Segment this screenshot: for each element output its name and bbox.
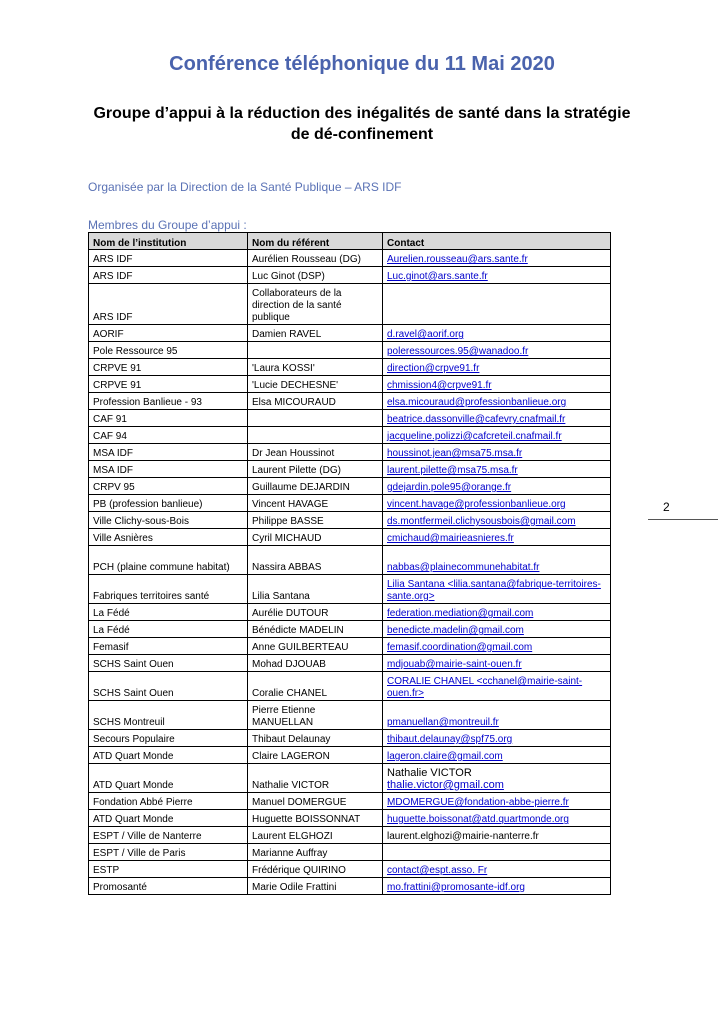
contact-cell (383, 655, 611, 672)
header-contact: Contact (383, 233, 611, 250)
table-row (89, 604, 611, 621)
table-row (89, 284, 611, 325)
table-row (89, 878, 611, 895)
contact-cell (383, 250, 611, 267)
referent-cell: Mohad DJOUAB (248, 655, 383, 672)
table-row (89, 444, 611, 461)
institution-cell: ATD Quart Monde (89, 747, 248, 764)
referent-cell: Manuel DOMERGUE (248, 793, 383, 810)
referent-cell: Vincent HAVAGE (248, 495, 383, 512)
contact-cell (383, 267, 611, 284)
referent-cell: Pierre Etienne MANUELLAN (248, 701, 383, 730)
referent-cell: Marianne Auffray (248, 844, 383, 861)
email-link[interactable]: laurent.pilette@msa75.msa.fr (387, 465, 518, 476)
table-row (89, 495, 611, 512)
institution-cell: La Fédé (89, 621, 248, 638)
contact-cell (383, 284, 611, 325)
contact-cell (383, 810, 611, 827)
contact-cell (383, 844, 611, 861)
email-link[interactable]: elsa.micouraud@professionbanlieue.org (387, 397, 567, 408)
referent-cell: 'Lucie DECHESNE' (248, 376, 383, 393)
organiser-line: Organisée par la Direction de la Santé Publique – ARS IDF (88, 180, 402, 194)
referent-cell: Aurélien Rousseau (DG) (248, 250, 383, 267)
table-row (89, 393, 611, 410)
members-table (88, 232, 611, 895)
institution-cell: Fondation Abbé Pierre (89, 793, 248, 810)
email-link[interactable]: poleressources.95@wanadoo.fr (387, 346, 529, 357)
institution-cell: Profession Banlieue - 93 (89, 393, 248, 410)
contact-cell (383, 376, 611, 393)
contact-name: Nathalie VICTOR (387, 767, 472, 779)
referent-cell: 'Laura KOSSI' (248, 359, 383, 376)
contact-cell (383, 410, 611, 427)
email-link[interactable]: Lilia Santana <lilia.santana@fabrique-territoires-sante.org> (387, 579, 601, 602)
institution-cell: SCHS Saint Ouen (89, 655, 248, 672)
institution-cell: CAF 94 (89, 427, 248, 444)
referent-cell: Nassira ABBAS (248, 546, 383, 575)
institution-cell: ESTP (89, 861, 248, 878)
email-link[interactable]: Luc.ginot@ars.sante.fr (387, 271, 488, 282)
referent-cell: Luc Ginot (DSP) (248, 267, 383, 284)
institution-cell: Ville Asnières (89, 529, 248, 546)
institution-cell: Femasif (89, 638, 248, 655)
table-row (89, 410, 611, 427)
contact-cell (383, 638, 611, 655)
contact-cell (383, 461, 611, 478)
email-link[interactable]: pmanuellan@montreuil.fr (387, 717, 499, 728)
contact-cell (383, 359, 611, 376)
referent-cell: Philippe BASSE (248, 512, 383, 529)
institution-cell: ARS IDF (89, 267, 248, 284)
email-link[interactable]: ds.montfermeil.clichysousbois@gmail.com (387, 516, 576, 527)
institution-cell: SCHS Saint Ouen (89, 672, 248, 701)
table-row (89, 478, 611, 495)
contact-cell (383, 861, 611, 878)
table-row (89, 655, 611, 672)
institution-cell: MSA IDF (89, 444, 248, 461)
document-title: Conférence téléphonique du 11 Mai 2020 (169, 53, 555, 75)
table-row (89, 427, 611, 444)
email-link[interactable]: benedicte.madelin@gmail.com (387, 625, 524, 636)
referent-cell (248, 410, 383, 427)
email-link[interactable]: nabbas@plainecommunehabitat.fr (387, 562, 540, 573)
referent-cell: Collaborateurs de la direction de la santé publique (248, 284, 383, 325)
table-row (89, 701, 611, 730)
contact-cell (383, 827, 611, 844)
table-row (89, 461, 611, 478)
referent-cell: Cyril MICHAUD (248, 529, 383, 546)
email-link[interactable]: MDOMERGUE@fondation-abbe-pierre.fr (387, 797, 569, 808)
table-row (89, 844, 611, 861)
referent-cell: Frédérique QUIRINO (248, 861, 383, 878)
email-link[interactable]: femasif.coordination@gmail.com (387, 642, 533, 653)
contact-cell (383, 546, 611, 575)
email-link[interactable]: chmission4@crpve91.fr (387, 380, 492, 391)
institution-cell: ARS IDF (89, 250, 248, 267)
institution-cell: ESPT / Ville de Nanterre (89, 827, 248, 844)
table-row (89, 638, 611, 655)
contact-cell (383, 478, 611, 495)
referent-cell: Laurent ELGHOZI (248, 827, 383, 844)
table-row (89, 730, 611, 747)
email-link[interactable]: mo.frattini@promosante-idf.org (387, 882, 525, 893)
institution-cell: ESPT / Ville de Paris (89, 844, 248, 861)
contact-cell (383, 878, 611, 895)
contact-cell (383, 672, 611, 701)
contact-cell (383, 495, 611, 512)
institution-cell: ATD Quart Monde (89, 810, 248, 827)
institution-cell: CAF 91 (89, 410, 248, 427)
referent-cell (248, 427, 383, 444)
table-row (89, 793, 611, 810)
table-row (89, 376, 611, 393)
referent-cell: Aurélie DUTOUR (248, 604, 383, 621)
contact-cell (383, 747, 611, 764)
institution-cell: CRPV 95 (89, 478, 248, 495)
table-row (89, 810, 611, 827)
email-link[interactable]: contact@espt.asso. Fr (387, 865, 488, 876)
table-row (89, 359, 611, 376)
table-row (89, 764, 611, 793)
table-row (89, 575, 611, 604)
institution-cell: ATD Quart Monde (89, 764, 248, 793)
email-link[interactable]: d.ravel@aorif.org (387, 329, 464, 340)
contact-cell (383, 512, 611, 529)
referent-cell: Guillaume DEJARDIN (248, 478, 383, 495)
referent-cell: Laurent Pilette (DG) (248, 461, 383, 478)
institution-cell: PCH (plaine commune habitat) (89, 546, 248, 575)
contact-cell (383, 701, 611, 730)
referent-cell: Damien RAVEL (248, 325, 383, 342)
institution-cell: SCHS Montreuil (89, 701, 248, 730)
table-row (89, 529, 611, 546)
contact-cell (383, 764, 611, 793)
referent-cell: Thibaut Delaunay (248, 730, 383, 747)
contact-cell (383, 393, 611, 410)
table-row (89, 267, 611, 284)
email-link[interactable]: houssinot.jean@msa75.msa.fr (387, 448, 523, 459)
email-link[interactable]: vincent.havage@professionbanlieue.org (387, 499, 566, 510)
institution-cell: PB (profession banlieue) (89, 495, 248, 512)
contact-cell (383, 325, 611, 342)
institution-cell: Ville Clichy-sous-Bois (89, 512, 248, 529)
document-subtitle: Groupe d’appui à la réduction des inégalités de santé dans la stratégie de dé-confinement (93, 105, 631, 143)
email-link[interactable]: cmichaud@mairieasnieres.fr (387, 533, 514, 544)
referent-cell: Anne GUILBERTEAU (248, 638, 383, 655)
table-row (89, 747, 611, 764)
contact-cell (383, 793, 611, 810)
table-row (89, 827, 611, 844)
email-link[interactable]: Aurelien.rousseau@ars.sante.fr (387, 254, 528, 265)
contact-text: laurent.elghozi@mairie-nanterre.fr (387, 831, 539, 842)
referent-cell: Coralie CHANEL (248, 672, 383, 701)
institution-cell: Pole Ressource 95 (89, 342, 248, 359)
institution-cell: ARS IDF (89, 284, 248, 325)
institution-cell: Fabriques territoires santé (89, 575, 248, 604)
table-row (89, 861, 611, 878)
referent-cell: Nathalie VICTOR (248, 764, 383, 793)
referent-cell: Huguette BOISSONNAT (248, 810, 383, 827)
email-link[interactable]: thibaut.delaunay@spf75.org (387, 734, 513, 745)
header-referent: Nom du référent (248, 233, 383, 250)
referent-cell: Lilia Santana (248, 575, 383, 604)
page-number-rule (648, 519, 718, 520)
table-row (89, 250, 611, 267)
email-link[interactable]: lageron.claire@gmail.com (387, 751, 503, 762)
contact-cell (383, 604, 611, 621)
table-row (89, 672, 611, 701)
institution-cell: Promosanté (89, 878, 248, 895)
email-link[interactable]: jacqueline.polizzi@cafcreteil.cnafmail.fr (387, 431, 562, 442)
referent-cell: Dr Jean Houssinot (248, 444, 383, 461)
table-row (89, 512, 611, 529)
email-link[interactable]: direction@crpve91.fr (387, 363, 480, 374)
table-header-row (89, 233, 611, 250)
email-link[interactable]: CORALIE CHANEL <cchanel@mairie-saint-ouen.fr> (387, 676, 583, 699)
email-link[interactable]: huguette.boissonat@atd.quartmonde.org (387, 814, 569, 825)
institution-cell: Secours Populaire (89, 730, 248, 747)
contact-cell (383, 621, 611, 638)
referent-cell: Claire LAGERON (248, 747, 383, 764)
email-link[interactable]: federation.mediation@gmail.com (387, 608, 534, 619)
email-link[interactable]: beatrice.dassonville@cafevry.cnafmail.fr (387, 414, 566, 425)
email-link[interactable]: gdejardin.pole95@orange.fr (387, 482, 512, 493)
page-number: 2 (663, 500, 670, 514)
institution-cell: CRPVE 91 (89, 376, 248, 393)
contact-cell (383, 342, 611, 359)
referent-cell: Elsa MICOURAUD (248, 393, 383, 410)
table-row (89, 325, 611, 342)
contact-cell (383, 427, 611, 444)
email-link[interactable]: thalie.victor@gmail.com (387, 779, 504, 791)
members-label: Membres du Groupe d’appui : (88, 218, 247, 232)
referent-cell (248, 342, 383, 359)
institution-cell: MSA IDF (89, 461, 248, 478)
institution-cell: AORIF (89, 325, 248, 342)
email-link[interactable]: mdjouab@mairie-saint-ouen.fr (387, 659, 522, 670)
contact-cell (383, 529, 611, 546)
contact-cell (383, 575, 611, 604)
table-row (89, 621, 611, 638)
referent-cell: Bénédicte MADELIN (248, 621, 383, 638)
table-row (89, 342, 611, 359)
contact-cell (383, 730, 611, 747)
header-institution: Nom de l’institution (89, 233, 248, 250)
institution-cell: CRPVE 91 (89, 359, 248, 376)
table-row (89, 546, 611, 575)
referent-cell: Marie Odile Frattini (248, 878, 383, 895)
contact-cell (383, 444, 611, 461)
institution-cell: La Fédé (89, 604, 248, 621)
